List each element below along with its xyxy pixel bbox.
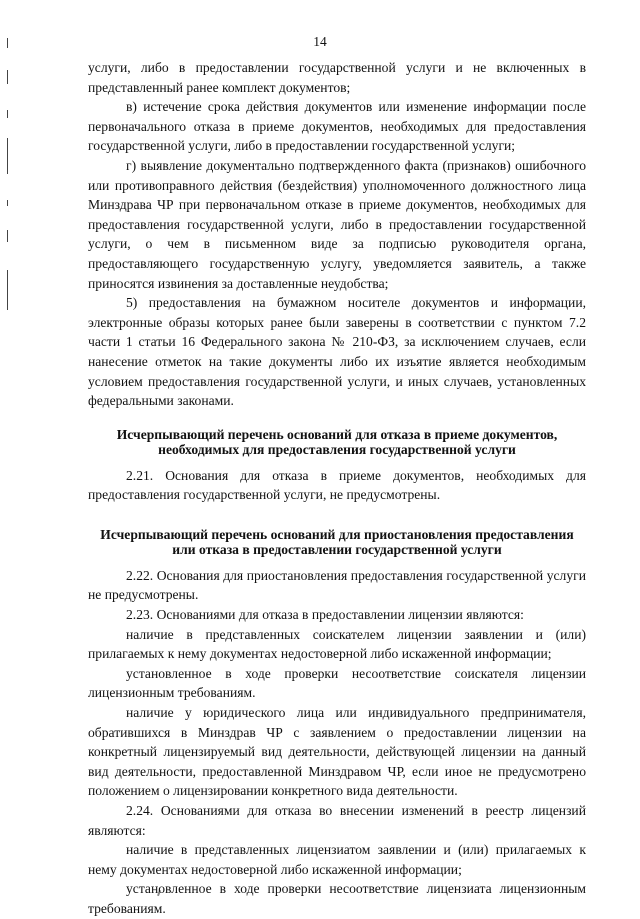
paragraph-registry-reason-1: наличие в представленных лицензиатом заявлении и (или) прилагаемых к нему документах недостоверной либо искаженной информации; (88, 842, 586, 877)
paragraph-refusal-reason-3: наличие у юридического лица или индивидуального предпринимателя, обратившихся в Минздрав ЧР с заявлением о предоставлении лицензии на конкретный лицензируемый вид деятельности, действующей лицензии на данный вид деятельности, предоставленной Минздравом ЧР, если иное не предусмотрено положением о лицензировании конкретного вида деятельности. (88, 705, 586, 799)
scan-margin-marks (4, 20, 14, 340)
paragraph-registry-reason-2: установленное в ходе проверки несоответствие лицензиата лицензионным требованиям. (88, 881, 586, 916)
page-number: 14 (313, 34, 327, 49)
paragraph-2-22: 2.22. Основания для приостановления предоставления государственной услуги не предусмотрены. (88, 567, 586, 603)
paragraph-continuation: услуги, либо в предоставлении государственной услуги и не включенных в представленный ранее комплект документов; (88, 60, 586, 95)
paragraph-item-v: в) истечение срока действия документов или изменение информации после первоначального отказа в приеме документов, необходимых для предоставления государственной услуги, либо в предоставлении государственной услуги; (88, 99, 586, 154)
paragraph-2-21: 2.21. Основания для отказа в приеме документов, необходимых для предоставления государственной услуги, не предусмотрены. (88, 467, 586, 503)
section-heading-refusal-documents: Исчерпывающий перечень оснований для отказа в приеме документов, необходимых для предоставления государственной услуги (116, 426, 558, 458)
paragraph-refusal-reason-1: наличие в представленных соискателем лицензии заявлении и (или) прилагаемых к нему документах недостоверной либо искаженной информации; (88, 626, 586, 662)
section-heading-suspension-refusal: Исчерпывающий перечень оснований для приостановления предоставления или отказа в предоставлении государственной услуги (100, 526, 574, 558)
paragraph-item-g: г) выявление документально подтвержденного факта (признаков) ошибочного или противоправного действия (бездействия) уполномоченного должностного лица Минздрава ЧР при первоначальном отказе в приеме документов, необходимых для предоставления государственной услуги, либо в предоставлении государственной услуги, о чем в письменном виде за подписью руководителя органа, предоставляющего государственную услугу, уведомляется заявитель, а также приносятся извинения за доставленные неудобства; (88, 157, 586, 291)
paragraph-item-5: 5) предоставления на бумажном носителе документов и информации, электронные образы которых ранее были заверены в соответствии с пунктом 7.2 части 1 статьи 16 Федерального закона № 210-ФЗ, за исключением случаев, если нанесение отметок на такие документы либо их изъятие является необходимым условием предоставления государственной услуги, и иных случаев, установленных федеральными законами. (88, 295, 586, 409)
paragraph-2-24: 2.24. Основаниями для отказа во внесении изменений в реестр лицензий являются: (88, 803, 586, 838)
paragraph-2-23: 2.23. Основаниями для отказа в предоставлении лицензии являются: (126, 607, 524, 623)
paragraph-refusal-reason-2: установленное в ходе проверки несоответствие соискателя лицензии лицензионным требованиям. (88, 665, 586, 701)
document-body (88, 58, 586, 919)
